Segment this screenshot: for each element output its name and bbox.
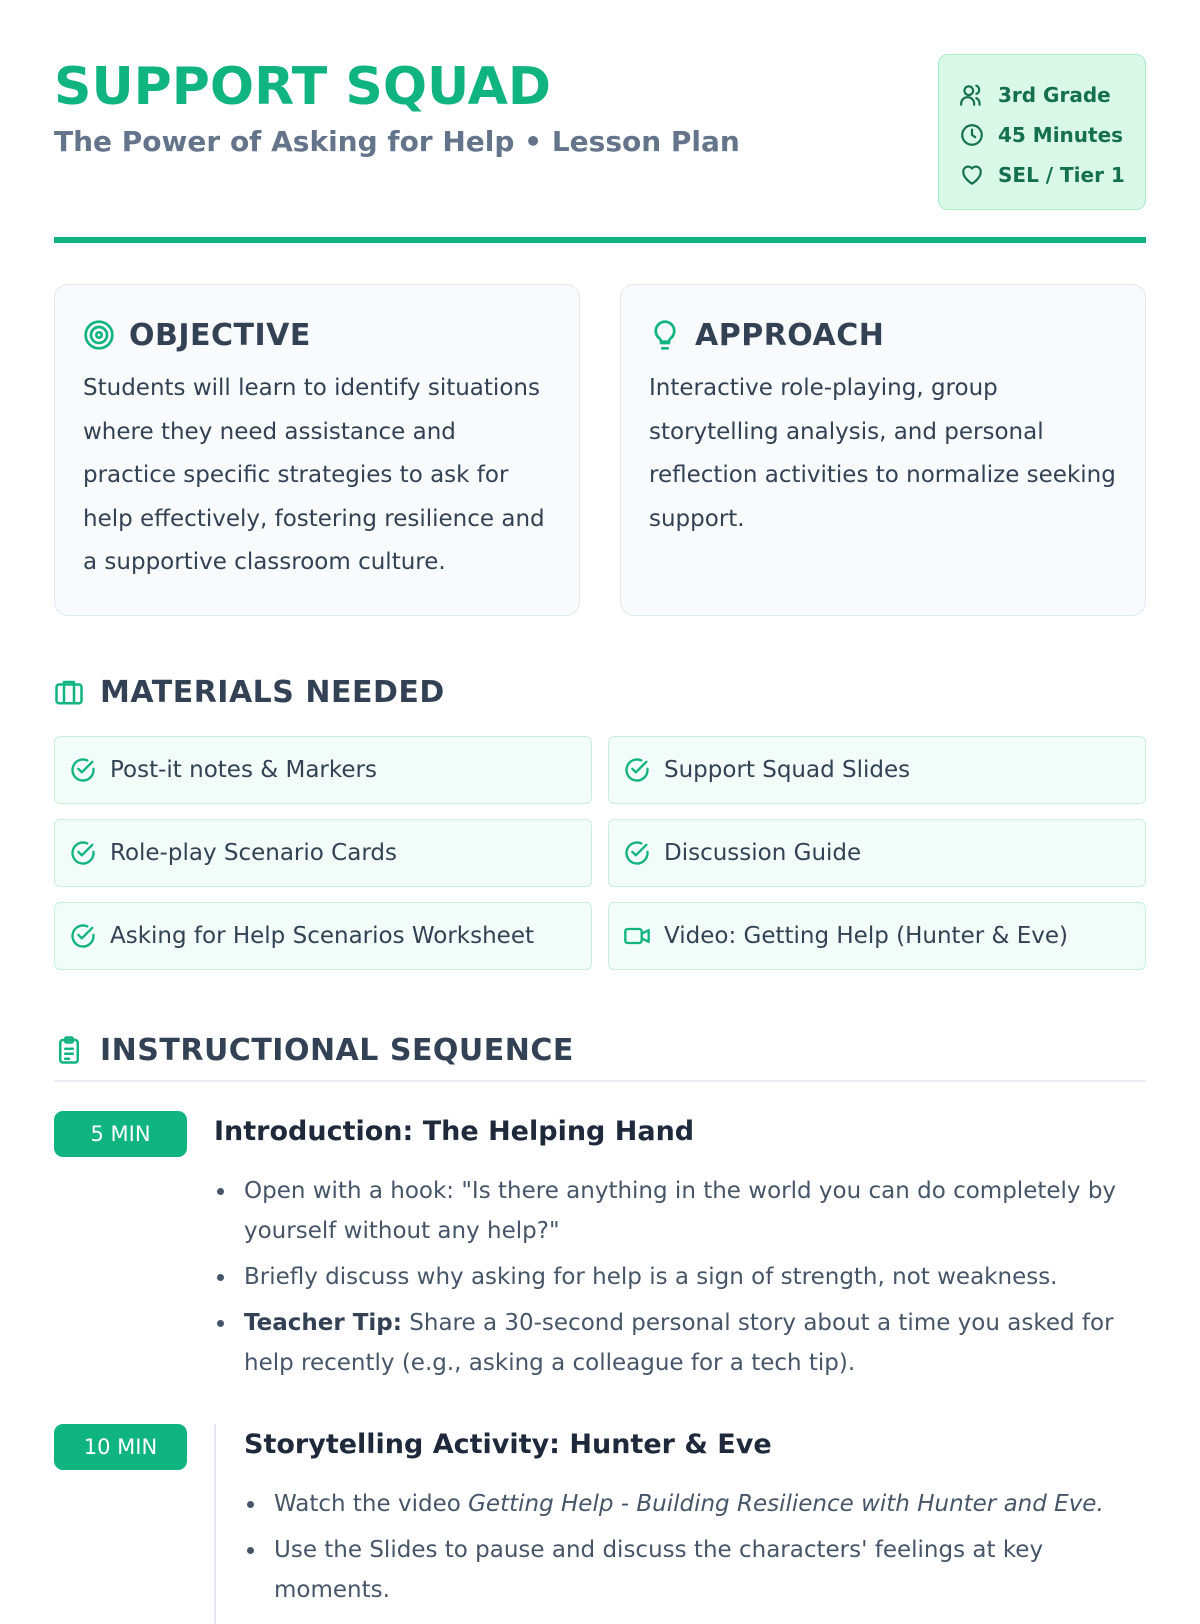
- check-circle-icon: [623, 756, 651, 784]
- target-icon: [83, 319, 115, 351]
- meta-grade-text: 3rd Grade: [998, 83, 1111, 107]
- header-divider: [54, 237, 1146, 243]
- lightbulb-icon: [649, 319, 681, 351]
- materials-header: [54, 672, 445, 712]
- approach-text: Interactive role-playing, group storytelling analysis, and personal reflection activities to normalize seeking support.: [649, 375, 1116, 532]
- meta-grade: [959, 75, 1145, 115]
- teacher-tip-label: Teacher Tip:: [244, 1310, 402, 1336]
- lesson-plan-page: [54, 0, 1146, 1603]
- meta-box: [938, 54, 1146, 210]
- duration-badge: 5 MIN: [54, 1111, 187, 1157]
- bullet-item: [214, 1171, 1146, 1251]
- clock-icon: [959, 122, 985, 148]
- bullet-item: [244, 1530, 1146, 1610]
- objective-header: [83, 315, 551, 355]
- material-label: Role-play Scenario Cards: [110, 840, 397, 866]
- check-circle-icon: [69, 922, 97, 950]
- material-label: Asking for Help Scenarios Worksheet: [110, 923, 534, 949]
- bullet-text: Watch the video: [274, 1491, 469, 1517]
- page-title: SUPPORT SQUAD: [54, 57, 552, 117]
- header: [54, 0, 1146, 240]
- bullet-item: [214, 1303, 1146, 1383]
- sequence-divider: [54, 1080, 1146, 1082]
- video-icon: [623, 922, 651, 950]
- heart-icon: [959, 162, 985, 188]
- bullet-item: [244, 1484, 1146, 1524]
- material-label: Post-it notes & Markers: [110, 757, 377, 783]
- objective-card: [54, 284, 580, 616]
- duration-badge: 10 MIN: [54, 1424, 187, 1470]
- clipboard-icon: [54, 1035, 84, 1065]
- bullet-item: [214, 1257, 1146, 1297]
- material-item: [608, 736, 1146, 804]
- material-label: Support Squad Slides: [664, 757, 911, 783]
- meta-duration: [959, 115, 1145, 155]
- check-circle-icon: [623, 839, 651, 867]
- sequence-header: [54, 1030, 574, 1070]
- meta-tier: [959, 155, 1145, 195]
- meta-tier-text: SEL / Tier 1: [998, 163, 1125, 187]
- bullet-text: Open with a hook: "Is there anything in the world you can do completely by yourself without any help?": [244, 1178, 1117, 1244]
- check-circle-icon: [69, 839, 97, 867]
- approach-card: [620, 284, 1146, 616]
- objective-text: Students will learn to identify situations where they need assistance and practice specific strategies to ask for help effectively, fostering resilience and a supportive classroom culture.: [83, 375, 545, 575]
- material-item: [608, 819, 1146, 887]
- users-icon: [959, 82, 985, 108]
- bullet-text: Use the Slides to pause and discuss the characters' feelings at key moments.: [274, 1537, 1044, 1603]
- briefcase-icon: [54, 677, 84, 707]
- bullet-text: Briefly discuss why asking for help is a sign of strength, not weakness.: [244, 1264, 1058, 1290]
- step-bullets: [244, 1484, 1146, 1616]
- page-subtitle: The Power of Asking for Help • Lesson Plan: [54, 125, 740, 158]
- meta-duration-text: 45 Minutes: [998, 123, 1124, 147]
- material-label: Video: Getting Help (Hunter & Eve): [664, 923, 1069, 949]
- video-title: Getting Help - Building Resilience with Hunter and Eve.: [468, 1491, 1104, 1517]
- material-item: [54, 819, 592, 887]
- materials-heading: MATERIALS NEEDED: [100, 674, 445, 710]
- material-item: [608, 902, 1146, 970]
- approach-heading: APPROACH: [695, 317, 885, 353]
- check-circle-icon: [69, 756, 97, 784]
- objective-heading: OBJECTIVE: [129, 317, 311, 353]
- material-label: Discussion Guide: [664, 840, 862, 866]
- step-title: Storytelling Activity: Hunter & Eve: [244, 1429, 772, 1460]
- step-title: Introduction: The Helping Hand: [214, 1116, 695, 1147]
- overview-cards: [54, 284, 1146, 616]
- material-item: [54, 902, 592, 970]
- material-item: [54, 736, 592, 804]
- bullet-text: Share a 30-second personal story about a time you asked for help recently (e.g., asking a colleague for a tech tip).: [244, 1310, 1114, 1376]
- timeline-line: [214, 1424, 216, 1624]
- step-bullets: [214, 1171, 1146, 1389]
- sequence-heading: INSTRUCTIONAL SEQUENCE: [100, 1032, 574, 1068]
- approach-header: [649, 315, 1117, 355]
